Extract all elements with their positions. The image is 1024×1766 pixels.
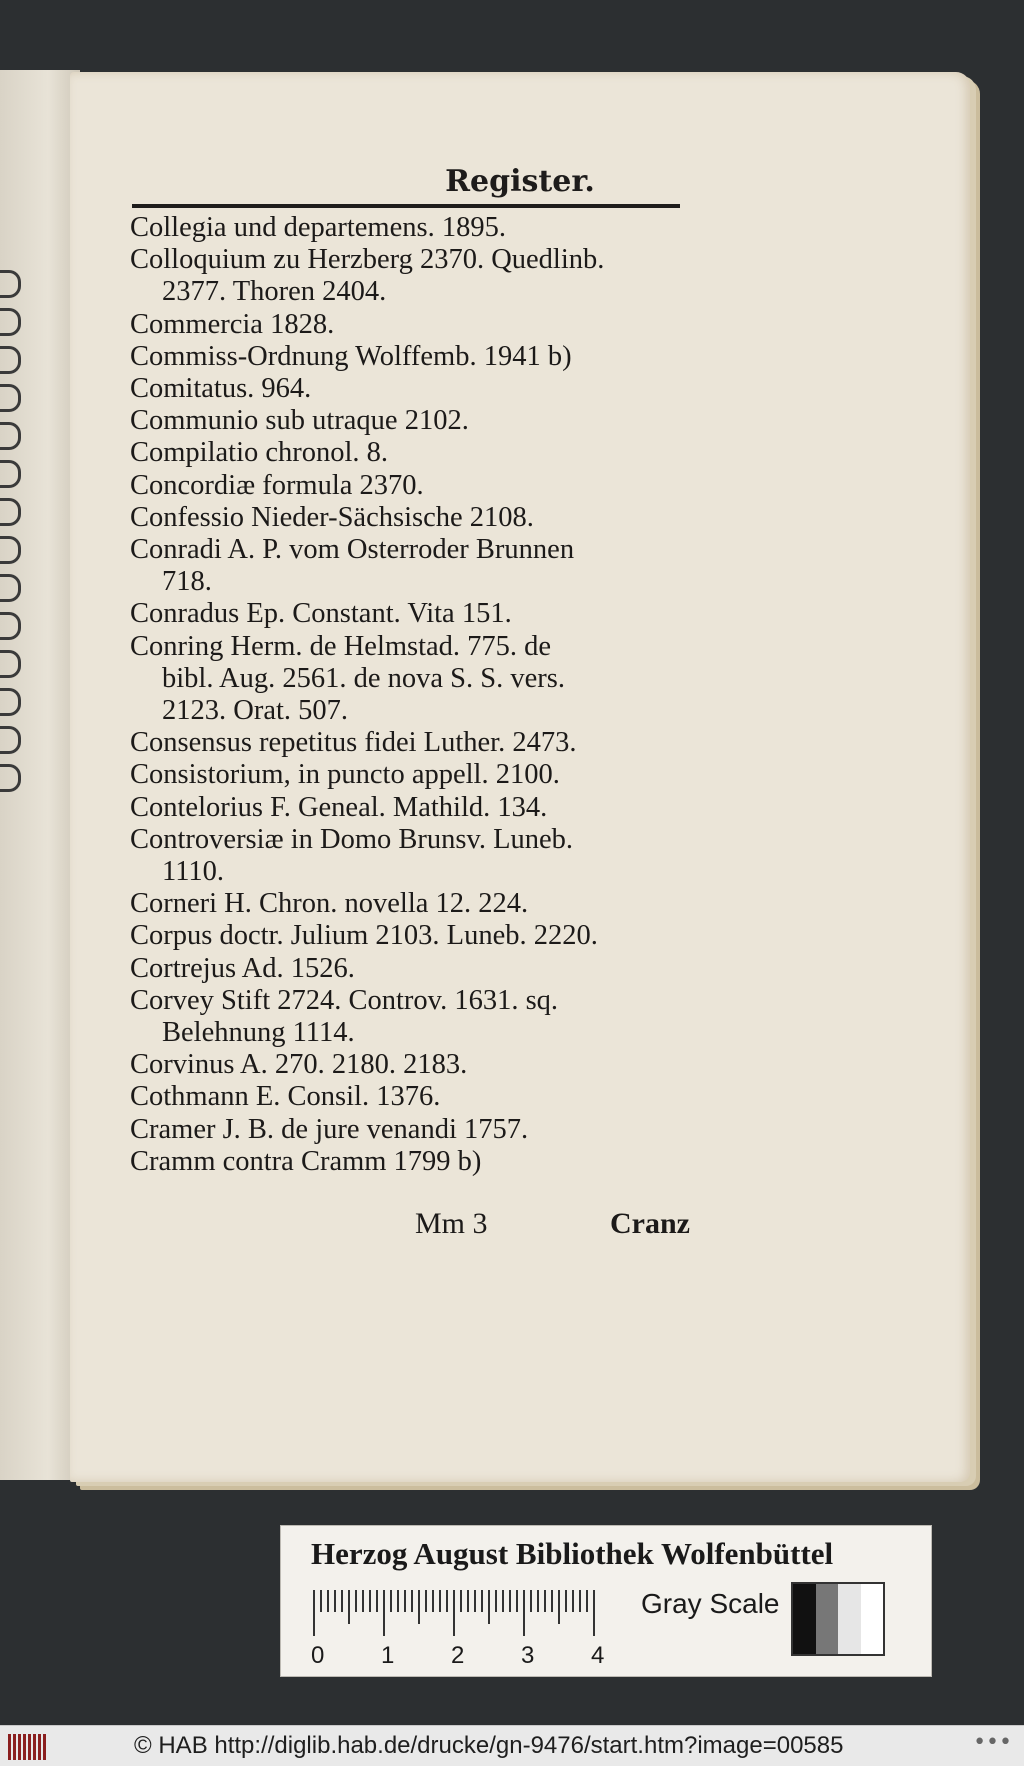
ruler-tick [467, 1590, 469, 1612]
ruler-tick [341, 1590, 343, 1612]
gray-swatch [838, 1584, 861, 1654]
register-entry-continuation: bibl. Aug. 2561. de nova S. S. vers. [162, 662, 565, 694]
gray-swatch [861, 1584, 884, 1654]
ruler-tick [530, 1590, 532, 1612]
register-entry: Concordiæ formula 2370. [130, 469, 424, 501]
gray-scale-swatches [791, 1582, 885, 1656]
ruler-number: 0 [311, 1642, 325, 1669]
ruler-tick [551, 1590, 553, 1612]
more-dots-icon[interactable]: ••• [973, 1730, 1012, 1755]
register-entry-continuation: 718. [162, 566, 212, 598]
ruler-tick [586, 1590, 588, 1612]
ruler-tick [390, 1590, 392, 1612]
register-entry: Cramm contra Cramm 1799 b) [130, 1145, 482, 1177]
register-entry: Corvinus A. 270. 2180. 2183. [130, 1049, 468, 1081]
ruler-tick [320, 1590, 322, 1612]
scale-ruler [313, 1590, 603, 1636]
register-entry-continuation: 1110. [162, 856, 225, 888]
ruler-number: 4 [591, 1642, 605, 1669]
ruler-tick [327, 1590, 329, 1612]
ruler-tick [376, 1590, 378, 1612]
ruler-tick [362, 1590, 364, 1612]
page-footer [130, 1207, 690, 1247]
register-entry: Corpus doctr. Julium 2103. Luneb. 2220. [130, 920, 598, 952]
register-entry: Communio sub utraque 2102. [130, 405, 469, 437]
ruler-tick [516, 1590, 518, 1612]
ruler-tick [446, 1590, 448, 1612]
ruler-number: 1 [381, 1642, 395, 1669]
ruler-tick [418, 1590, 420, 1624]
ruler-tick [425, 1590, 427, 1612]
ruler-tick [481, 1590, 483, 1612]
book-page [70, 72, 970, 1482]
catchword: Cranz [610, 1207, 690, 1240]
ruler-tick [348, 1590, 350, 1624]
ruler-tick [544, 1590, 546, 1612]
register-entry-continuation: Belehnung 1114. [162, 1017, 355, 1049]
register-entry: Controversiæ in Domo Brunsv. Luneb. [130, 823, 574, 855]
ruler-tick [474, 1590, 476, 1612]
ruler-tick [579, 1590, 581, 1612]
library-name: Herzog August Bibliothek Wolfenbüttel [311, 1536, 834, 1571]
register-entry: Cortrejus Ad. 1526. [130, 952, 355, 984]
header-rule [132, 204, 680, 208]
ruler-tick [502, 1590, 504, 1612]
register-entries [130, 212, 770, 1178]
gray-swatch [816, 1584, 839, 1654]
register-entry-continuation: 2377. Thoren 2404. [162, 276, 387, 308]
register-entry: Commiss-Ordnung Wolffemb. 1941 b) [130, 340, 572, 372]
copyright-url[interactable]: © HAB http://diglib.hab.de/drucke/gn-9476/start.htm?image=00585 [134, 1732, 844, 1759]
ruler-tick [334, 1590, 336, 1612]
ruler-tick [509, 1590, 511, 1612]
gray-swatch [793, 1584, 816, 1654]
ruler-tick [411, 1590, 413, 1612]
ruler-tick [523, 1590, 525, 1636]
signature-mark: Mm 3 [415, 1207, 488, 1240]
ruler-tick [593, 1590, 595, 1636]
ruler-number: 3 [521, 1642, 535, 1669]
ruler-tick [572, 1590, 574, 1612]
left-page-edge [0, 70, 80, 1480]
ruler-tick [355, 1590, 357, 1612]
ruler-tick [369, 1590, 371, 1612]
ruler-tick [397, 1590, 399, 1612]
ruler-tick [453, 1590, 455, 1636]
register-entry: Corneri H. Chron. novella 12. 224. [130, 888, 529, 920]
register-entry: Consistorium, in puncto appell. 2100. [130, 759, 560, 791]
register-entry: Consensus repetitus fidei Luther. 2473. [130, 727, 577, 759]
ruler-tick [488, 1590, 490, 1624]
hab-logo-icon [8, 1734, 48, 1760]
gray-scale-label: Gray Scale [641, 1588, 780, 1619]
left-page-bleed-marks [0, 270, 30, 802]
ruler-tick [460, 1590, 462, 1612]
ruler-tick [313, 1590, 315, 1636]
register-entry: Collegia und departemens. 1895. [130, 212, 506, 243]
ruler-tick [404, 1590, 406, 1612]
ruler-tick [558, 1590, 560, 1624]
register-entry: Conring Herm. de Helmstad. 775. de [130, 630, 552, 662]
register-entry-continuation: 2123. Orat. 507. [162, 695, 349, 727]
register-entry: Conradi A. P. vom Osterroder Brunnen [130, 534, 575, 566]
register-entry: Colloquium zu Herzberg 2370. Quedlinb. [130, 244, 605, 276]
color-target-card [280, 1525, 932, 1677]
ruler-tick [383, 1590, 385, 1636]
register-entry: Cramer J. B. de jure venandi 1757. [130, 1113, 529, 1145]
viewer-footer-bar [0, 1725, 1024, 1766]
ruler-tick [537, 1590, 539, 1612]
register-entry: Confessio Nieder-Sächsische 2108. [130, 501, 534, 533]
register-entry: Contelorius F. Geneal. Mathild. 134. [130, 791, 548, 823]
ruler-tick [565, 1590, 567, 1612]
ruler-tick [432, 1590, 434, 1612]
register-entry: Corvey Stift 2724. Controv. 1631. sq. [130, 984, 559, 1016]
ruler-tick [439, 1590, 441, 1612]
register-entry: Comitatus. 964. [130, 373, 312, 405]
ruler-number: 2 [451, 1642, 465, 1669]
ruler-tick [495, 1590, 497, 1612]
page-header: Register. [445, 164, 595, 199]
register-entry: Compilatio chronol. 8. [130, 437, 389, 469]
register-entry: Commercia 1828. [130, 308, 335, 340]
register-entry: Conradus Ep. Constant. Vita 151. [130, 598, 512, 630]
ruler-numbers [311, 1642, 631, 1672]
register-entry: Cothmann E. Consil. 1376. [130, 1081, 441, 1113]
